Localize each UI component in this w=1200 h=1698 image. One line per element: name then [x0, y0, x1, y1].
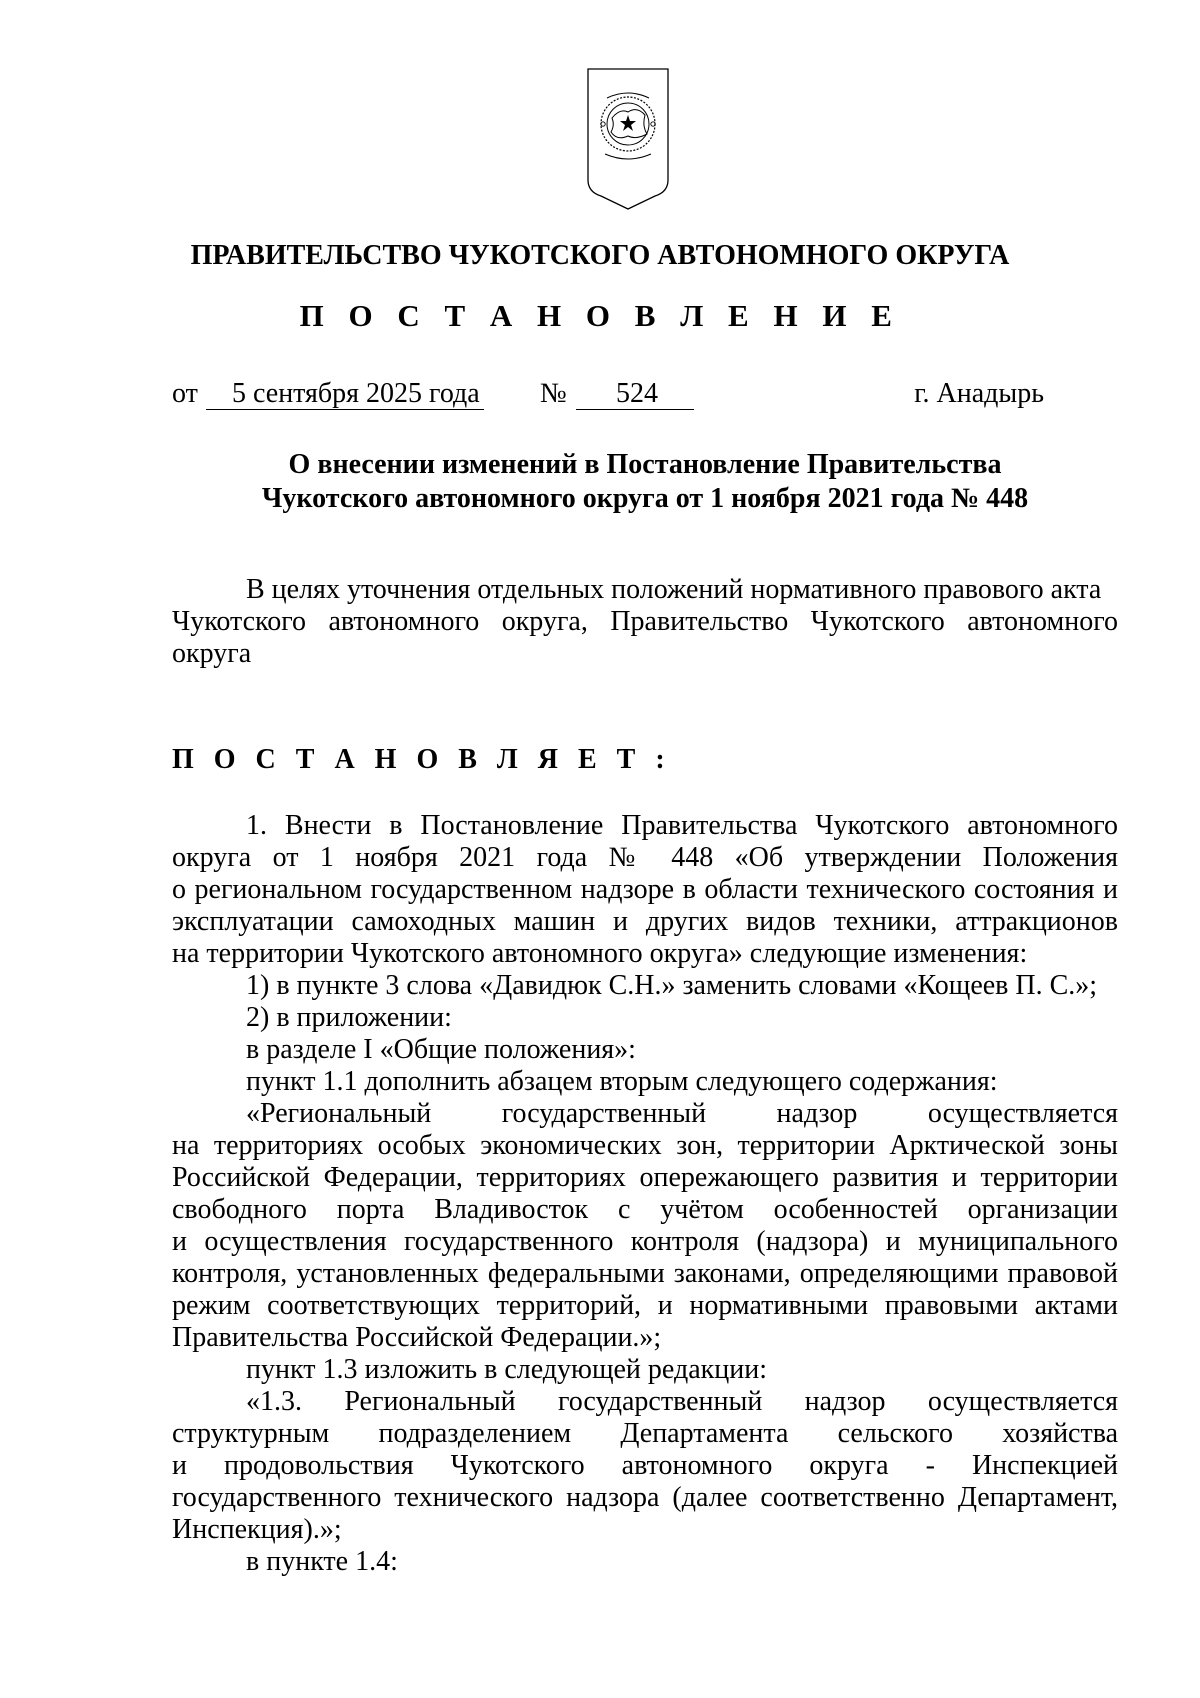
body-line: округа от 1 ноября 2021 года № 448 «Об утверждении Положения: [172, 842, 1118, 873]
document-title-line-2: Чукотского автономного округа от 1 ноября 2021 года № 448: [261, 483, 1029, 514]
body-line: пункт 1.3 изложить в следующей редакции:: [246, 1354, 767, 1385]
document-number: 524: [616, 378, 658, 409]
number-label: №: [540, 378, 567, 409]
quote-line: «Региональный государственный надзор осуществляется: [246, 1098, 1118, 1129]
preamble-line: В целях уточнения отдельных положений нормативного правового акта: [246, 574, 1102, 605]
quote-line: и осуществления государственного контроля (надзора) и муниципального: [172, 1226, 1118, 1257]
date-label: от: [172, 378, 198, 409]
quote-line: на территориях особых экономических зон, территории Арктической зоны: [172, 1130, 1118, 1161]
document-date: 5 сентября 2025 года: [232, 378, 480, 409]
body-line: 1. Внести в Постановление Правительства Чукотского автономного: [246, 810, 1118, 841]
body-line: на территории Чукотского автономного округа» следующие изменения:: [172, 938, 1028, 969]
body-line: эксплуатации самоходных машин и других видов техники, аттракционов: [172, 906, 1118, 937]
body-line: о региональном государственном надзоре в области технического состояния и: [172, 874, 1118, 905]
quote-line: государственного технического надзора (далее соответственно Департамент,: [172, 1482, 1118, 1513]
list-item: 1) в пункте 3 слова «Давидюк С.Н.» заменить словами «Кощеев П. С.»;: [246, 970, 1098, 1001]
preamble-line: Чукотского автономного округа, Правительство Чукотского автономного: [172, 606, 1118, 637]
document-title-line-1: О внесении изменений в Постановление Правительства: [288, 449, 1002, 480]
preamble-line: округа: [172, 638, 252, 669]
quote-line: Инспекция).»;: [172, 1514, 342, 1545]
document-meta-row: [0, 378, 1200, 414]
quote-line: Российской Федерации, территориях опережающего развития и территории: [172, 1162, 1118, 1193]
quote-line: «1.3. Региональный государственный надзор осуществляется: [246, 1386, 1118, 1417]
document-city: г. Анадырь: [914, 378, 1044, 409]
date-underline: [206, 409, 484, 410]
quote-line: режим соответствующих территорий, и нормативными правовыми актами: [172, 1290, 1118, 1321]
document-type: П О С Т А Н О В Л Е Н И Е: [299, 298, 901, 333]
coat-of-arms-icon: [587, 68, 669, 210]
organization-name: ПРАВИТЕЛЬСТВО ЧУКОТСКОГО АВТОНОМНОГО ОКРУГА: [190, 240, 1010, 271]
quote-line: и продовольствия Чукотского автономного округа - Инспекцией: [172, 1450, 1118, 1481]
number-underline: [576, 409, 694, 410]
quote-line: контроля, установленных федеральными законами, определяющими правовой: [172, 1258, 1118, 1289]
body-line: пункт 1.1 дополнить абзацем вторым следующего содержания:: [246, 1066, 998, 1097]
quote-line: структурным подразделением Департамента сельского хозяйства: [172, 1418, 1118, 1449]
body-line: в разделе I «Общие положения»:: [246, 1034, 636, 1065]
body-line: в пункте 1.4:: [246, 1546, 398, 1577]
quote-line: свободного порта Владивосток с учётом особенностей организации: [172, 1194, 1118, 1225]
quote-line: Правительства Российской Федерации.»;: [172, 1322, 662, 1353]
list-item: 2) в приложении:: [246, 1002, 452, 1033]
resolves-heading: П О С Т А Н О В Л Я Е Т :: [172, 744, 672, 775]
